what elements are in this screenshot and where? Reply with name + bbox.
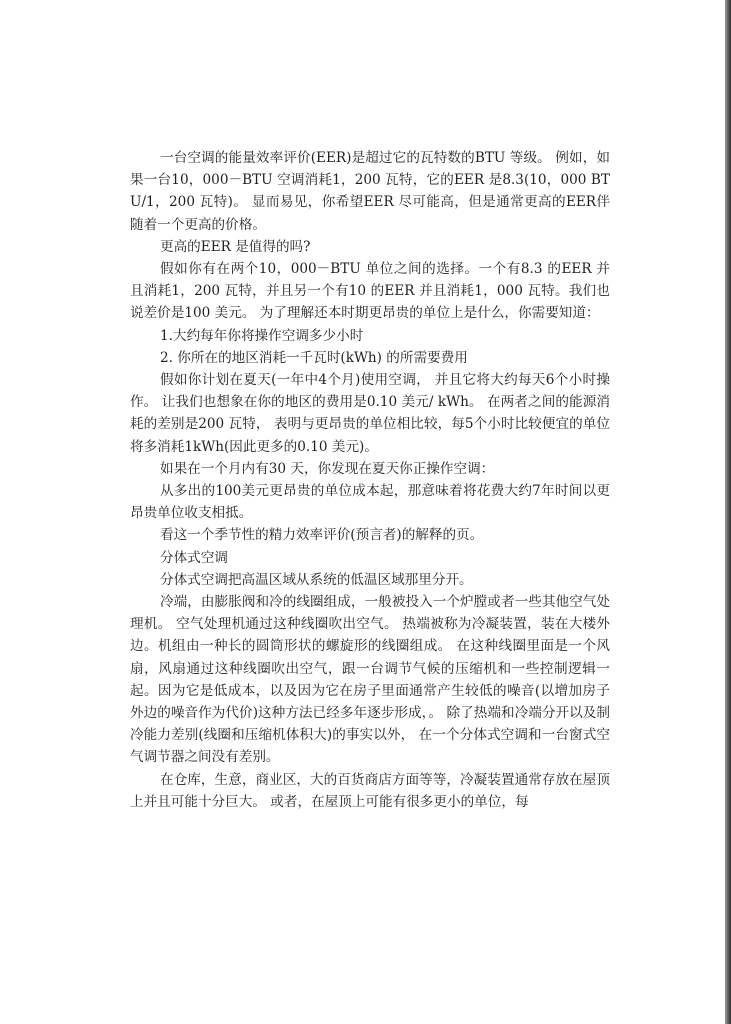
list-item-kwh-cost: 2. 你所在的地区消耗一千瓦时(kWh) 的所需要费用 <box>160 349 468 366</box>
paragraph-seer-page: 看这一个季节性的精力效率评价(预言者)的解释的页。 <box>160 527 484 544</box>
paragraph-summer-usage: 假如你计划在夏天(一年中4个月)使用空调， 并且它将大约每天6个小时操作。 让我们也想象在你的地区的费用是0.10 美元/ kWh。 在两者之间的能源消耗的差别是200 瓦特， 表明与更昂贵的单位相比较，每5个小时比较便宜的单位将多消耗1kWh(因此更多的0.10 美元)。 <box>130 372 610 455</box>
page-edge-shadow <box>725 0 731 1024</box>
document-page <box>130 147 610 813</box>
paragraph-eer-question: 更高的EER 是值得的吗? <box>160 238 311 255</box>
paragraph-month-days: 如果在一个月内有30 天，你发现在夏天你正操作空调： <box>160 460 495 477</box>
paragraph-eer-definition: 一台空调的能量效率评价(EER)是超过它的瓦特数的BTU 等级。 例如，如果一台10，000－BTU 空调消耗1，200 瓦特，它的EER 是8.3(10，000 BTU/1，200 瓦特)。 显而易见，你希望EER 尽可能高，但是通常更高的EER伴随着一个更高的价格。 <box>130 150 610 233</box>
section-heading-split-ac: 分体式空调 <box>160 549 228 566</box>
list-item-hours: 1.大约每年你将操作空调多少小时 <box>160 327 364 344</box>
paragraph-payback: 从多出的100美元更昂贵的单位成本起，那意味着将花费大约7年时间以更昂贵单位收支相抵。 <box>130 483 610 522</box>
paragraph-split-details: 冷端，由膨胀阀和冷的线圈组成，一般被投入一个炉膛或者一些其他空气处理机。 空气处理机通过这种线圈吹出空气。 热端被称为冷凝装置，装在大楼外边。机组由一种长的圆筒形状的螺旋形的线圈组成。 在这种线圈里面是一个风扇，风扇通过这种线圈吹出空气，跟一台调节气候的压缩机和一些控制逻辑一起。因为它是低成本，以及因为它在房子里面通常产生较低的噪音(以增加房子外边的噪音作为代价)这种方法已经多年逐步形成，。 除了热端和冷端分开以及制冷能力差别(线圈和压缩机体积大)的事实以外， 在一个分体式空调和一台窗式空气调节器之间没有差别。 <box>130 594 610 766</box>
paragraph-commercial: 在仓库，生意，商业区，大的百货商店方面等等，冷凝装置通常存放在屋顶上并且可能十分巨大。 或者，在屋顶上可能有很多更小的单位，每 <box>130 771 610 810</box>
paragraph-choice-example: 假如你有在两个10，000－BTU 单位之间的选择。一个有8.3 的EER 并且消耗1，200 瓦特，并且另一个有10 的EER 并且消耗1，000 瓦特。我们也说差价是100 美元。 为了理解还本时期更昂贵的单位上是什么，你需要知道： <box>130 261 610 322</box>
paragraph-split-intro: 分体式空调把高温区域从系统的低温区域那里分开。 <box>160 571 473 588</box>
